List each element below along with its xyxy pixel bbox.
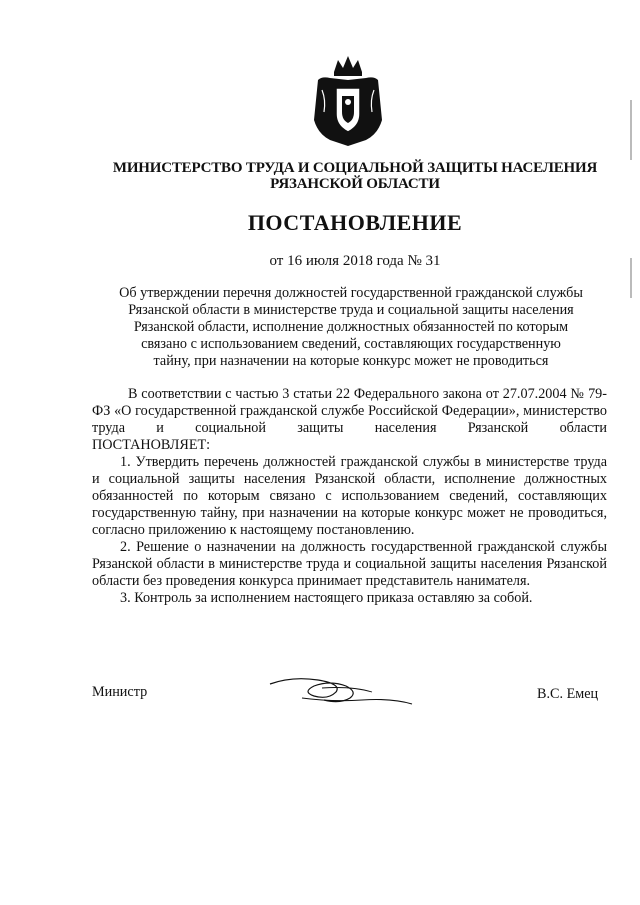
signatory-name: В.С. Емец xyxy=(537,686,599,702)
date-and-number: от 16 июля 2018 года № 31 xyxy=(269,253,441,269)
document-type-title: ПОСТАНОВЛЕНИЕ xyxy=(247,210,463,235)
signatory-role: Министр xyxy=(92,684,148,700)
subject-line: Рязанской области в министерстве труда и социальной защиты населения xyxy=(128,302,574,318)
subject-line: тайну, при назначении на которые конкурс может не проводиться xyxy=(153,353,549,369)
ministry-name-line2: РЯЗАНСКОЙ ОБЛАСТИ xyxy=(270,176,440,192)
item-3-paragraph: 3. Контроль за исполнением настоящего приказа оставляю за собой. xyxy=(120,590,533,606)
subject-line: Об утверждении перечня должностей государственной гражданской службы xyxy=(119,285,583,301)
subject-block xyxy=(95,285,607,370)
scan-edge-mark xyxy=(630,100,632,160)
subject-line: Рязанской области, исполнение должностных обязанностей по которым xyxy=(133,319,569,335)
preamble-paragraph: В соответствии с частью 3 статьи 22 Федерального закона от 27.07.2004 № 79-ФЗ «О государственной гражданской службе Российской Федерации», министерство труда и социальной защиты населения Рязанской области xyxy=(92,386,607,436)
document-body xyxy=(92,386,607,607)
scan-edge-mark xyxy=(630,258,632,298)
decree-word: ПОСТАНОВЛЯЕТ: xyxy=(92,437,211,453)
coat-of-arms-icon xyxy=(308,50,388,150)
subject-line: связано с использованием сведений, составляющих государственную xyxy=(141,336,561,352)
item-1-paragraph: 1. Утвердить перечень должностей гражданской службы в министерстве труда и социальной защиты населения Рязанской области, исполнение должностных обязанностей по которым связано с использованием сведений, составляющих государственную тайну, при назначении на которые конкурс может не проводиться, согласно приложению к настоящему постановлению. xyxy=(92,454,607,538)
ministry-name-line1: МИНИСТЕРСТВО ТРУДА И СОЦИАЛЬНОЙ ЗАЩИТЫ НАСЕЛЕНИЯ xyxy=(112,160,598,176)
item-2-paragraph: 2. Решение о назначении на должность государственной гражданской службы Рязанской области в министерстве труда и социальной защиты населения Рязанской области без проведения конкурса принимает представитель нанимателя. xyxy=(92,539,607,589)
handwritten-signature xyxy=(262,662,422,712)
